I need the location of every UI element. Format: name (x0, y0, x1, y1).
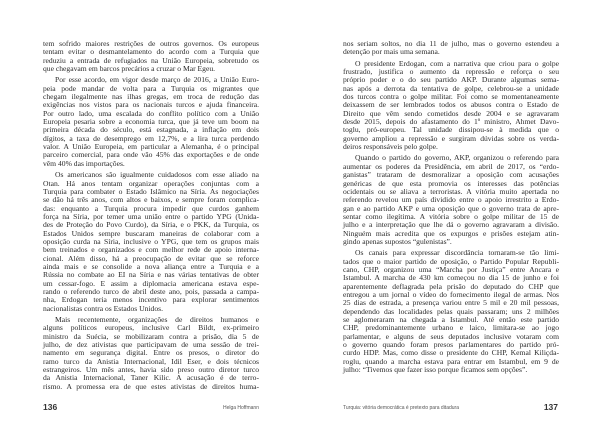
text-line: vêm 40% das importações. (43, 158, 125, 168)
text-line: oposição curda na Síria, inclusive o YPG, que tem os grupos mais (43, 236, 259, 246)
text-line: julho: “Tivemos que fazer isso porque ficamos sem opções”. (343, 365, 528, 375)
paragraph (343, 60, 559, 152)
text-line: referendo revelou um país dividido entre o apoio irrestrito a Erdo- (343, 195, 559, 205)
text-line: Rússia no combate ao EI na Síria e nas várias tentativas de obter (43, 270, 259, 280)
text-line: parceiro comercial, para onde vão 45% das exportações e de onde (43, 150, 259, 160)
running-footer-author: Helga Hoffmann (222, 405, 259, 411)
text-line: tentam evitar o desmantelamento do acordo com a Turquia que (43, 47, 259, 57)
text-line: das: enquanto a Turquia procura impedir que curdos ganhem (43, 203, 259, 213)
text-line: Ninguém mais acredita que os expurgos e prisões estejam atin- (343, 228, 559, 238)
text-line: des de Proteção do Povo Curdo), da Síria, e o PKK, da Turquia, os (43, 220, 259, 230)
text-line: tem sofrido maiores restrições de outros governos. Os europeus (43, 39, 259, 48)
text-line: genéricas de que esta promovia os interesses das potências (343, 178, 559, 188)
text-line: força na Síria, por temer uma união entre o partido YPG (Unida- (43, 211, 259, 221)
paragraph (43, 40, 259, 73)
text-line: gan e ao partido AKP e uma oposição que o governo trata de apre- (343, 203, 559, 213)
text-line: roglu, quando a marcha estava para entrar em Istambul, em 9 de (343, 356, 559, 366)
right-page (300, 0, 600, 439)
text-line: próprio poder e o do seu partido AKP. Durante algumas sema- (343, 75, 559, 85)
text-line: da Anistia Internacional, Taner Kilic. A acusação é de terro- (43, 373, 259, 383)
text-line: ministro da Suécia, se mobilizaram contra a prisão, dia 5 de (43, 331, 259, 341)
text-line: nacionalistas contra os Estados Unidos. (43, 303, 164, 313)
text-line: peia pode mandar de volta para a Turquia os migrantes que (43, 83, 259, 93)
text-line: Estados Unidos sempre buscaram maneiras de colaborar com a (43, 228, 259, 238)
paragraph (43, 76, 259, 168)
text-line: deixassem de ser lembrados todos os abusos contra o Estado de (343, 100, 559, 110)
text-line: desde 2015, depois do afastamento do 1º ministro, Ahmet Davo- (343, 117, 559, 127)
text-line: Os americanos são igualmente cuidadosos com esse aliado na (55, 170, 259, 180)
text-line: aumentar os poderes da Presidência, em abril de 2017, os “erdo- (343, 161, 559, 171)
page-number-left: 136 (43, 402, 58, 412)
paragraph (343, 249, 559, 374)
text-line: julho, de dez ativistas que participavam de uma sessão de trei- (43, 340, 259, 350)
text-line: nha, Erdogan teria menos incentivo para explorar sentimentos (43, 295, 259, 305)
paragraph (343, 40, 559, 57)
text-line: reduziu a entrada de refugiados na União Europeia, sobretudo os (43, 55, 259, 65)
text-line: dígitos, a taxa de desemprego em 12,7%, e a lira turca perdendo (43, 133, 259, 143)
text-line: Direito que vêm sendo cometidos desde 2004 e se agravaram (343, 108, 559, 118)
text-line: estrangeiros. Um mês antes, havia sido preso outro diretor turco (43, 365, 259, 375)
text-line: Quando o partido do governo, AKP, organizou o referendo para (355, 153, 559, 163)
paragraph (343, 154, 559, 246)
text-line: toglu, pró-europeu. Tal unidade dissipou-se à medida que o (343, 125, 559, 135)
text-line: deiros responsáveis pelo golpe. (343, 142, 438, 152)
text-line: Turquia para combater o Estado Islâmico na Síria. As negociações (43, 186, 259, 196)
text-line: se dão há três anos, com altos e baixos, e sempre foram complica- (43, 195, 259, 205)
text-line: primeira década do século, está estagnada, a inflação em dois (43, 125, 259, 135)
text-line: cional. Além disso, há a preocupação de evitar que se reforce (43, 253, 259, 263)
text-line: cano, CHP, organizou uma “Marcha por Justiça” entre Ancara e (343, 264, 559, 274)
text-line: Mais recentemente, organizações de direitos humanos e (55, 315, 259, 324)
text-line: aparentemente deflagrada pela prisão do deputado do CHP que (343, 281, 559, 291)
text-line: ganistas” trataram de desmoralizar a oposição com acusações (343, 170, 559, 180)
text-line: gindo apenas supostos “gulenistas”. (343, 236, 452, 246)
text-line: se aglomeraram na chegada a Istambul. Até então este partido (343, 315, 559, 324)
text-line: alguns políticos europeus, inclusive Carl Bildt, ex-primeiro (43, 323, 259, 333)
text-line: Otan. Há anos tentam organizar operações conjuntas com a (43, 178, 259, 188)
text-line: valor. A União Europeia, em particular a Alemanha, é o principal (43, 142, 259, 152)
text-line: Por outro lado, uma escalada do conflito político com a União (43, 108, 259, 118)
text-line: Europeia pesaria sobre a economia turca, que já teve um boom na (43, 117, 259, 127)
text-line: o governo quando foram presos parlamentares do partido pró- (343, 340, 559, 350)
text-line: entregou a um jornal o vídeo do fornecimento ilegal de armas. Nos (343, 289, 559, 299)
text-line: rando o referendo turco de abril deste ano, pois, passada a campa- (43, 286, 259, 296)
text-line: frustrado, justifica o aumento da repressão e reforça o seu (343, 67, 559, 77)
text-line: bem treinados e organizados e com melhor rede de apoio interna- (43, 245, 259, 255)
text-line: ainda mais e se consolide a nova aliança entre a Turquia e a (43, 261, 259, 271)
text-line: governo ampliou a repressão e surgiram dúvidas sobre os verda- (343, 133, 559, 143)
text-line: um cessar-fogo. E assim a diplomacia americana estava espe- (43, 278, 259, 288)
paragraph (43, 316, 259, 391)
text-line: dos turcos contra o golpe militar. Foi como se momentaneamente (343, 92, 559, 102)
text-line: namento em segurança digital. Entre os presos, o diretor do (43, 348, 259, 358)
text-line: nas após a derrota da tentativa de golpe, celebrou-se a unidade (343, 83, 559, 93)
right-page-body (343, 40, 559, 377)
text-line: julho e a interpretação que lhe dá o governo agravaram a divisão. (343, 220, 559, 230)
text-line: chegam ilegalmente nas ilhas gregas, em troca de redução das (43, 92, 259, 102)
text-line: detenção por mais uma semana. (343, 47, 440, 57)
text-line: Por esse acordo, em vigor desde março de 2016, a União Euro- (55, 75, 259, 85)
text-line: Os canais para expressar discordância tornaram-se tão limi- (355, 248, 559, 258)
text-line: O presidente Erdogan, com a narrativa que criou para o golpe (355, 58, 559, 68)
text-line: sentar como ilegítima. A vitória sobre o golpe militar de 15 de (343, 211, 559, 221)
text-line: Istambul. A marcha de 430 km começou no dia 15 de junho e foi (343, 273, 559, 283)
text-line: tados que o maior partido de oposição, o Partido Popular Republi- (343, 256, 559, 266)
text-line: curdo HDP. Mas, como disse o presidente do CHP, Kemal Kiliçda- (343, 348, 559, 358)
text-line: rismo. A promessa era de que estes ativistas de direitos huma- (43, 381, 259, 391)
text-line: nos seriam soltos, no dia 11 de julho, mas o governo estendeu a (343, 39, 559, 48)
paragraph (43, 171, 259, 313)
text-line: parlamentar, e alguns de seus deputados inclusive votaram com (343, 331, 559, 341)
text-line: exigências nos vistos para os nacionais turcos e ajuda financeira. (43, 100, 259, 110)
left-page-body (43, 40, 259, 394)
text-line: ramo turco da Anistia Internacional, Idil Eser, e dois técnicos (43, 356, 259, 366)
page-number-right: 137 (543, 402, 558, 412)
text-line: dependendo das localidades pelas quais passaram; uns 2 milhões (343, 306, 559, 316)
text-line: CHP, predominantemente urbano e laico, limitara-se ao jogo (343, 323, 559, 333)
running-footer-title: Turquia: vitória democrática é pretexto para ditadura (343, 405, 459, 411)
text-line: ocidentais ou se aliava a terroristas. A vitória muito apertada no (343, 186, 559, 196)
text-line: que chegavam em barcos precários a cruzar o Mar Egeu. (43, 64, 216, 74)
text-line: 25 dias de estrada, a presença variou entre 5 mil e 20 mil pessoas, (343, 298, 559, 308)
